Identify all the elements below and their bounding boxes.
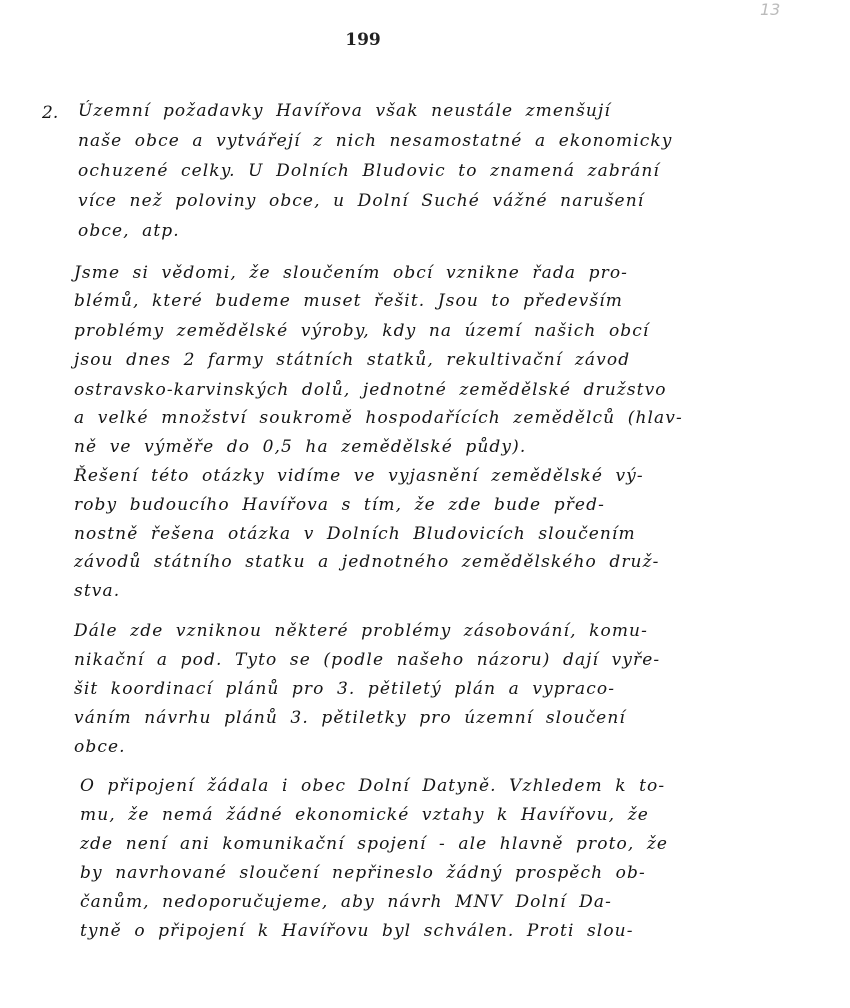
text-line: mu, že nemá žádné ekonomické vztahy k Havířovu, že <box>80 805 649 825</box>
text-line: jsou dnes 2 farmy státních statků, rekultivační závod <box>74 350 631 370</box>
page-number: 199 <box>345 30 381 50</box>
text-line: více než poloviny obce, u Dolní Suché vážné narušení <box>78 191 645 211</box>
text-line: Řešení této otázky vidíme ve vyjasnění zemědělské vý- <box>74 466 644 486</box>
text-line: naše obce a vytvářejí z nich nesamostatné a ekonomicky <box>78 131 673 151</box>
text-line: obce, atp. <box>78 221 180 241</box>
text-line: by navrhované sloučení nepřineslo žádný prospěch ob- <box>80 863 646 883</box>
text-line: ostravsko-karvinských dolů, jednotné zemědělské družstvo <box>74 380 667 400</box>
text-line: tyně o připojení k Havířovu byl schválen. Proti slou- <box>80 921 634 941</box>
text-line: nostně řešena otázka v Dolních Bludovicích sloučením <box>74 524 636 544</box>
text-line: roby budoucího Havířova s tím, že zde bude před- <box>74 495 605 515</box>
text-line: a velké množství soukromě hospodařících zemědělců (hlav- <box>74 408 683 428</box>
text-line: závodů státního statku a jednotného zemědělského druž- <box>74 552 660 572</box>
text-line: blémů, které budeme muset řešit. Jsou to především <box>74 291 623 311</box>
text-line: Dále zde vzniknou některé problémy zásobování, komu- <box>74 621 648 641</box>
text-line: Jsme si vědomi, že sloučením obcí vznikne řada pro- <box>74 263 629 283</box>
text-line: stva. <box>74 581 121 601</box>
text-line: zde není ani komunikační spojení - ale hlavně proto, že <box>80 834 669 854</box>
item-number: 2. <box>42 103 59 123</box>
text-line: nikační a pod. Tyto se (podle našeho názoru) dají vyře- <box>74 650 661 670</box>
text-line: šit koordinací plánů pro 3. pětiletý plán a vypraco- <box>74 679 616 699</box>
text-line: O připojení žádala i obec Dolní Datyně. Vzhledem k to- <box>80 776 666 796</box>
text-line: Územní požadavky Havířova však neustále zmenšují <box>78 101 611 121</box>
corner-pencil-mark: 13 <box>760 0 781 19</box>
text-line: obce. <box>74 737 126 757</box>
text-line: váním návrhu plánů 3. pětiletky pro územní sloučení <box>74 708 626 728</box>
text-line: problémy zemědělské výroby, kdy na území našich obcí <box>74 321 650 341</box>
text-line: čanům, nedoporučujeme, aby návrh MNV Dolní Da- <box>80 892 612 912</box>
text-line: ně ve výměře do 0,5 ha zemědělské půdy). <box>74 437 527 457</box>
text-line: ochuzené celky. U Dolních Bludovic to znamená zabrání <box>78 161 660 181</box>
